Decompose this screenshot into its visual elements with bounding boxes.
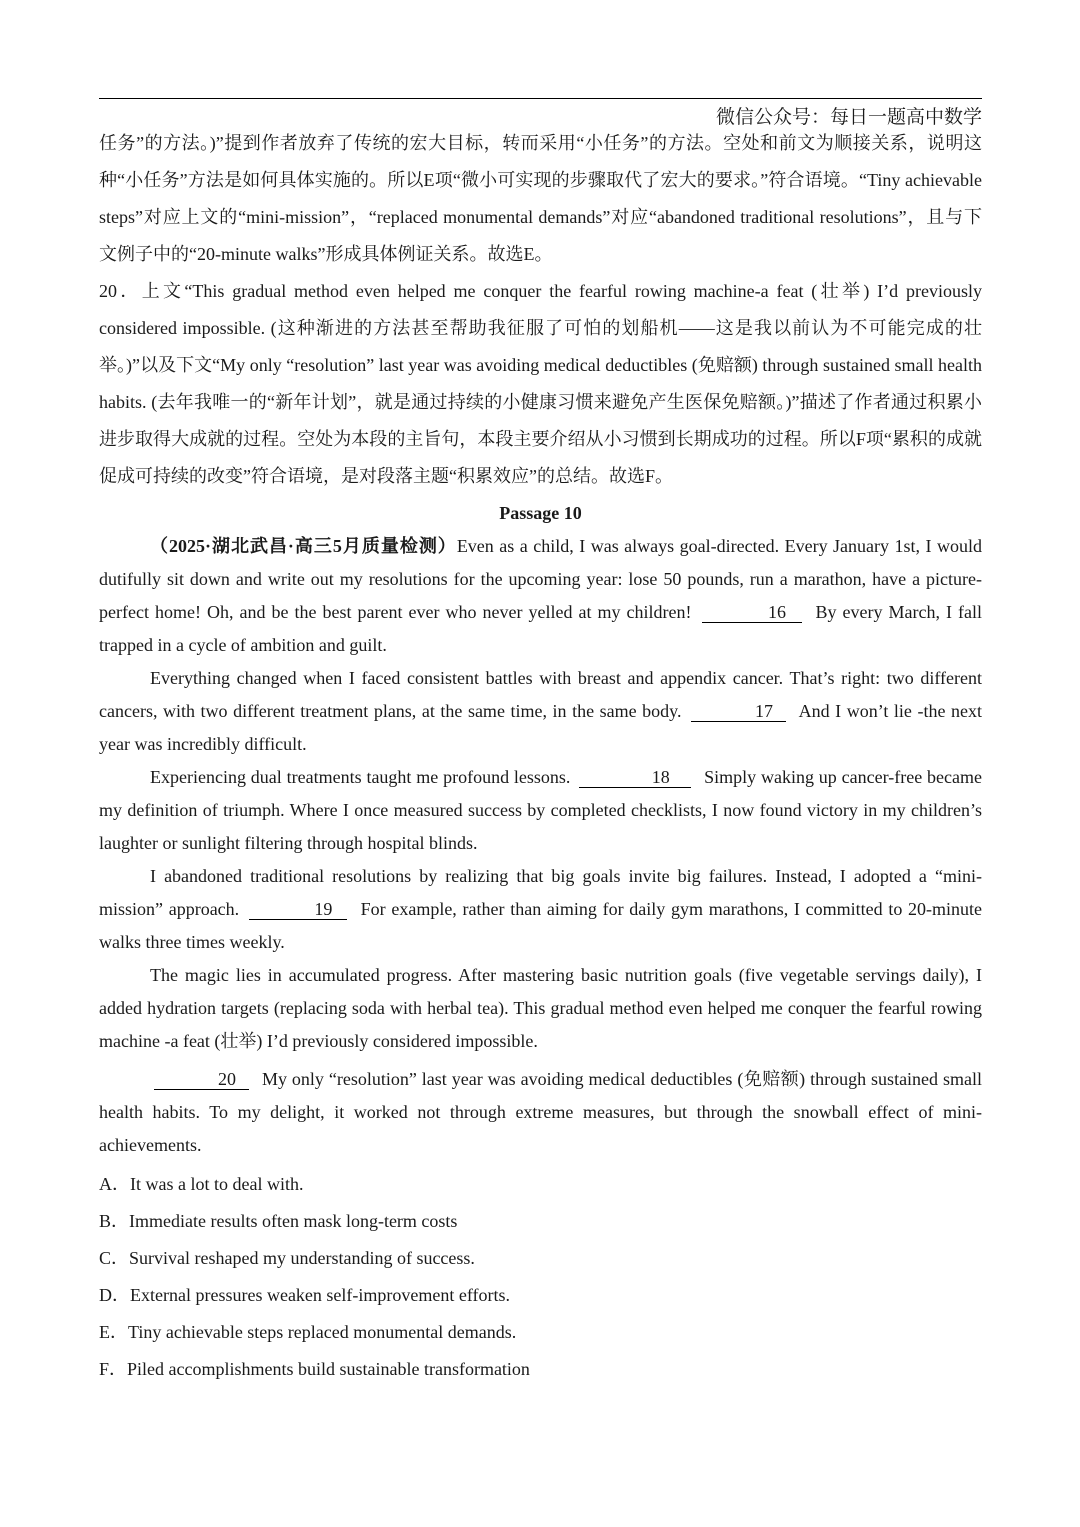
- option-c: C．Survival reshaped my understanding of success.: [99, 1248, 475, 1268]
- passage-title: Passage 10: [499, 503, 582, 523]
- passage-body: [99, 530, 982, 1162]
- option-b: B．Immediate results often mask long-term costs: [99, 1211, 458, 1231]
- passage-paragraph-3: Experiencing dual treatments taught me profound lessons. 18 Simply waking up cancer-free became my definition of triumph. Where I once measured success by completed checklists, I now found victory in my children’s laughter or sunlight filtering through hospital blinds.: [99, 767, 982, 853]
- passage-paragraph-5: The magic lies in accumulated progress. After mastering basic nutrition goals (five vegetable servings daily), I added hydration targets (replacing soda with herbal tea). This gradual method even helped me conquer the fearful rowing machine -a feat (壮举) I’d previously considered impossible.: [99, 965, 982, 1051]
- option-e: E．Tiny achievable steps replaced monumental demands.: [99, 1322, 517, 1342]
- option-d: D．External pressures weaken self-improvement efforts.: [99, 1285, 511, 1305]
- explanation-paragraph-2: 20．上文“This gradual method even helped me conquer the fearful rowing machine-a feat (壮举) I’d previously considered impossible. (这种渐进的方法甚至帮助我征服了可怕的划船机——这是我以前认为不可能完成的壮举。)”以及下文“My only “resolution” last year was avoiding medical deductibles (免赔额) through sustained small health habits. (去年我唯一的“新年计划”，就是通过持续的小健康习惯来避免产生医保免赔额。)”描述了作者通过积累小进步取得大成就的过程。空处为本段的主旨句，本段主要介绍从小习惯到长期成功的过程。所以F项“累积的成就促成可持续的改变”符合语境，是对段落主题“积累效应”的总结。故选F。: [99, 281, 982, 486]
- header-watermark: 微信公众号：每日一题高中数学: [715, 106, 982, 128]
- document-body: [99, 125, 982, 1388]
- passage-paragraph-1: （2025·湖北武昌·高三5月质量检测）Even as a child, I was always goal-directed. Every January 1st, I would dutifully sit down and write out my resolutions for the upcoming year: lose 50 pounds, run a marathon, have a picture-perfect home! Oh, and be the best parent ever who never yelled at my children! 16 By every March, I fall trapped in a cycle of ambition and guilt.: [99, 536, 983, 655]
- passage-paragraph-2: Everything changed when I faced consistent battles with breast and appendix cancer. That’s right: two different cancers, with two different treatment plans, at the same time, in the same body. 17 And I won’t lie -the next year was incredibly difficult.: [99, 668, 982, 754]
- explanation-paragraph-1: 任务”的方法。)”提到作者放弃了传统的宏大目标，转而采用“小任务”的方法。空处和前文为顺接关系，说明这种“小任务”方法是如何具体实施的。所以E项“微小可实现的步骤取代了宏大的要求。”符合语境。“Tiny achievable steps”对应上文的“mini-mission”，“replaced monumental demands”对应“abandoned traditional resolutions”，且与下文例子中的“20-minute walks”形成具体例证关系。故选E。: [99, 133, 982, 264]
- blank-20: 20: [154, 1069, 249, 1090]
- passage-paragraph-4: I abandoned traditional resolutions by realizing that big goals invite big failures. Instead, I adopted a “mini-mission” approach. 19 For example, rather than aiming for daily gym marathons, I committed to 20-minute walks three times weekly.: [99, 866, 983, 952]
- header-rule: [99, 98, 982, 99]
- option-f: F．Piled accomplishments build sustainable transformation: [99, 1359, 530, 1379]
- blank-17: 17: [691, 701, 786, 722]
- blank-16: 16: [702, 602, 802, 623]
- blank-18: 18: [579, 767, 691, 788]
- passage-paragraph-6: 20 My only “resolution” last year was avoiding medical deductibles (免赔额) through sustained small health habits. To my delight, it worked not through extreme measures, but through the snowball effect of mini-achievements.: [99, 1069, 982, 1155]
- blank-19: 19: [249, 899, 347, 920]
- passage-source: （2025·湖北武昌·高三5月质量检测）: [150, 536, 457, 556]
- option-a: A．It was a lot to deal with.: [99, 1174, 304, 1194]
- answer-options: [99, 1166, 982, 1388]
